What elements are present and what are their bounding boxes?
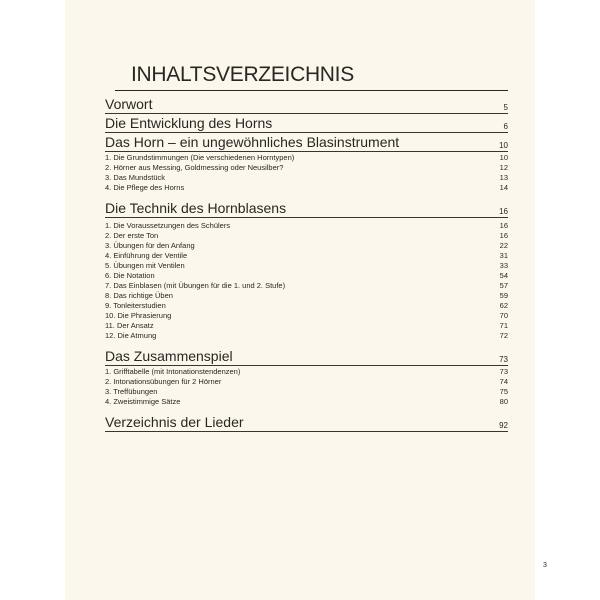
list-item [105,321,508,331]
list-item [105,271,508,281]
item-page: 70 [499,311,508,320]
item-page: 31 [499,251,508,260]
item-page: 62 [499,301,508,310]
section-page: 5 [503,103,508,112]
list-item [105,301,508,311]
subsection-list [105,221,508,341]
item-label: 2. Der erste Ton [105,231,159,240]
list-item [105,331,508,341]
item-label: 3. Das Mundstück [105,173,166,182]
item-page: 75 [499,387,508,396]
item-label: 8. Das richtige Üben [105,291,173,300]
list-item [105,367,508,377]
section-title: Das Zusammenspiel [105,348,233,364]
section-title: Das Horn – ein ungewöhnliches Blasinstrument [105,134,400,150]
list-item [105,397,508,407]
list-item [105,221,508,231]
list-item [105,173,508,183]
list-item [105,231,508,241]
item-page: 72 [499,331,508,340]
section-title: Die Entwicklung des Horns [105,115,273,131]
item-page: 59 [499,291,508,300]
section-page: 73 [499,355,508,364]
item-page: 10 [499,153,508,162]
item-page: 33 [499,261,508,270]
item-label: 12. Die Atmung [105,331,157,340]
section-title: Die Technik des Hornblasens [105,200,287,216]
section-page: 6 [503,122,508,131]
list-item [105,261,508,271]
item-label: 1. Grifftabelle (mit Intonationstendenzen) [105,367,241,376]
section-heading [105,134,508,152]
item-label: 2. Intonationsübungen für 2 Hörner [105,377,222,386]
list-item [105,153,508,163]
item-label: 6. Die Notation [105,271,155,280]
item-label: 3. Übungen für den Anfang [105,241,195,250]
section-title: Vorwort [105,96,153,112]
list-item [105,291,508,301]
item-page: 16 [499,231,508,240]
section-heading [105,349,508,366]
item-page: 16 [499,221,508,230]
item-page: 73 [499,367,508,376]
item-label: 1. Die Grundstimmungen (Die verschiedenen Horntypen) [105,153,295,162]
item-label: 1. Die Voraussetzungen des Schülers [105,221,231,230]
item-label: 7. Das Einblasen (mit Übungen für die 1. und 2. Stufe) [105,281,286,290]
section-page: 10 [499,141,508,150]
item-page: 12 [499,163,508,172]
item-page: 54 [499,271,508,280]
item-label: 5. Übungen mit Ventilen [105,261,185,270]
list-item [105,183,508,193]
item-page: 57 [499,281,508,290]
item-page: 74 [499,377,508,386]
item-label: 4. Zweistimmige Sätze [105,397,181,406]
section-page: 16 [499,207,508,216]
subsection-list [105,367,508,407]
item-label: 11. Der Ansatz [105,321,154,330]
list-item [105,251,508,261]
item-label: 4. Die Pflege des Horns [105,183,185,192]
subsection-list [105,153,508,193]
page-number: 3 [543,562,547,569]
list-item [105,163,508,173]
section-page: 92 [499,421,508,430]
item-label: 3. Treffübungen [105,387,158,396]
item-label: 10. Die Phrasierung [105,311,172,320]
item-page: 71 [499,321,508,330]
section-heading [105,201,508,218]
book-page [65,0,547,600]
title-rule [115,62,508,91]
list-item [105,387,508,397]
item-page: 80 [499,397,508,406]
item-label: 4. Einführung der Ventile [105,251,188,260]
item-label: 9. Tonleiterstudien [105,301,166,310]
section-title: Verzeichnis der Lieder [105,414,244,430]
list-item [105,281,508,291]
list-item [105,311,508,321]
list-item [105,377,508,387]
item-page: 22 [499,241,508,250]
page-title: INHALTSVERZEICHNIS [131,63,354,86]
section-heading [105,116,508,133]
item-page: 13 [499,173,508,182]
item-page: 14 [499,183,508,192]
list-item [105,241,508,251]
section-heading [105,415,508,432]
item-label: 2. Hörner aus Messing, Goldmessing oder Neusilber? [105,163,284,172]
section-heading [105,97,508,114]
